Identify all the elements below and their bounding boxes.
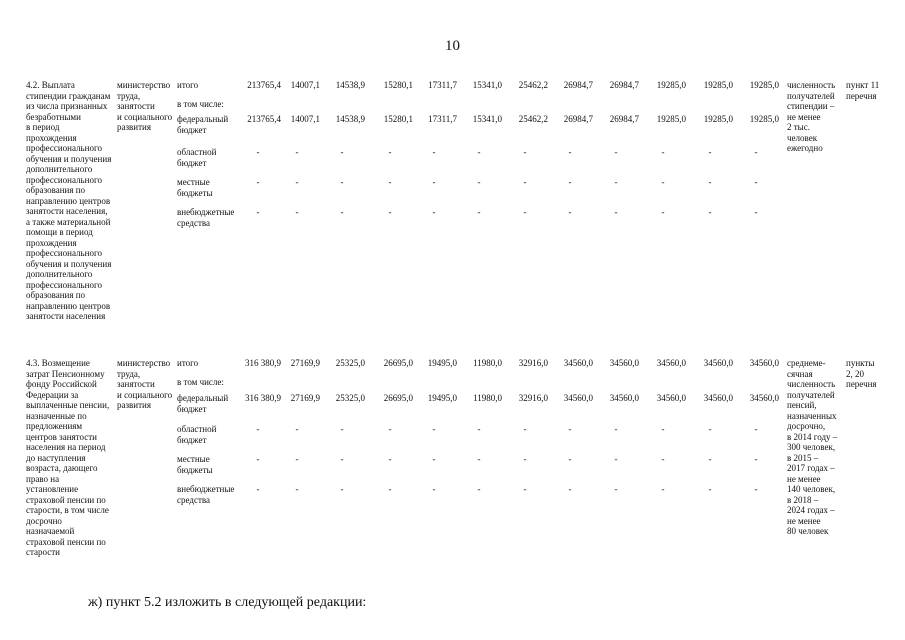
value-cell: - — [523, 484, 527, 494]
value-cell: 34560,0 — [656, 393, 686, 403]
value-cell: 34560,0 — [749, 393, 779, 403]
value-cell: 15280,1 — [383, 80, 413, 90]
value-cell: 15341,0 — [472, 80, 502, 90]
value-cell: 34560,0 — [609, 358, 639, 368]
value-cell: - — [614, 454, 618, 464]
row-reference: пункты 2, 20 перечня — [846, 358, 877, 389]
value-cell: 11980,0 — [473, 393, 502, 403]
value-cell: - — [754, 147, 758, 157]
value-cell: - — [340, 147, 344, 157]
row-description: 4.3. Возмещение затрат Пенсионному фонду Российской Федерации за выплаченные пенсии, назначенные по предложениям центров занятости населения на период до наступления возраста, дающего право на установление страховой пенсии по старости, в том числе досрочно назначаемой страховой пенсии по старости — [26, 358, 110, 557]
value-cell: - — [432, 177, 436, 187]
value-cell: - — [661, 147, 665, 157]
value-cell: 25325,0 — [335, 393, 365, 403]
value-cell: 14007,1 — [290, 114, 320, 124]
value-cell: 34560,0 — [609, 393, 639, 403]
value-cell: 14538,9 — [335, 80, 365, 90]
value-cell: - — [523, 454, 527, 464]
row-reference: пункт 11 перечня — [846, 80, 880, 101]
value-cell: - — [340, 207, 344, 217]
value-cell: - — [568, 454, 572, 464]
value-cell: - — [568, 147, 572, 157]
value-cell: 19285,0 — [703, 114, 733, 124]
value-cell: - — [256, 424, 260, 434]
value-cell: - — [256, 207, 260, 217]
value-cell: - — [388, 207, 392, 217]
value-cell: 17311,7 — [428, 80, 457, 90]
value-cell: - — [477, 454, 481, 464]
value-cell: 26695,0 — [383, 393, 413, 403]
value-cell: - — [661, 454, 665, 464]
source-local: местные бюджеты — [177, 454, 213, 475]
value-cell: 316 380,9 — [245, 393, 281, 403]
source-including: в том числе: — [177, 99, 224, 109]
value-cell: - — [661, 424, 665, 434]
value-cell: - — [295, 147, 299, 157]
value-cell: 26984,7 — [563, 80, 593, 90]
value-cell: - — [388, 424, 392, 434]
value-cell: - — [661, 177, 665, 187]
value-cell: 19285,0 — [749, 114, 779, 124]
amendment-note: ж) пункт 5.2 изложить в следующей редакции: — [88, 595, 367, 610]
value-cell: - — [256, 484, 260, 494]
value-cell: - — [568, 177, 572, 187]
value-cell: - — [708, 424, 712, 434]
row-responsible: министерство труда, занятости и социального развития — [117, 80, 173, 132]
value-cell: 26984,7 — [609, 114, 639, 124]
value-cell: - — [523, 177, 527, 187]
value-cell: - — [256, 454, 260, 464]
value-cell: - — [295, 207, 299, 217]
value-cell: 11980,0 — [473, 358, 502, 368]
value-cell: - — [477, 177, 481, 187]
value-cell: - — [388, 454, 392, 464]
value-cell: - — [708, 484, 712, 494]
value-cell: - — [523, 147, 527, 157]
value-cell: 34560,0 — [703, 358, 733, 368]
value-cell: - — [754, 484, 758, 494]
value-cell: 19285,0 — [656, 114, 686, 124]
source-extrabudget: внебюджетные средства — [177, 207, 235, 228]
value-cell: - — [523, 424, 527, 434]
row-indicator: среднеме- сячная численность получателей пенсий, назначенных досрочно, в 2014 году – 300 человек, в 2015 – 2017 годах – не менее 140 человек, в 2018 – 2024 годах – не менее 80 человек — [787, 358, 838, 536]
page-number: 10 — [445, 38, 460, 54]
value-cell: - — [523, 207, 527, 217]
value-cell: - — [754, 207, 758, 217]
value-cell: - — [340, 454, 344, 464]
value-cell: - — [568, 484, 572, 494]
value-cell: 25325,0 — [335, 358, 365, 368]
value-cell: - — [340, 424, 344, 434]
value-cell: - — [614, 424, 618, 434]
source-regional: областной бюджет — [177, 424, 217, 445]
value-cell: 26984,7 — [563, 114, 593, 124]
value-cell: 213765,4 — [247, 114, 281, 124]
value-cell: 19495,0 — [427, 358, 457, 368]
value-cell: - — [708, 207, 712, 217]
value-cell: - — [568, 207, 572, 217]
value-cell: 17311,7 — [428, 114, 457, 124]
value-cell: - — [614, 177, 618, 187]
value-cell: - — [661, 207, 665, 217]
source-regional: областной бюджет — [177, 147, 217, 168]
value-cell: 15341,0 — [472, 114, 502, 124]
row-indicator: численность получателей стипендии – не менее 2 тыс. человек ежегодно — [787, 80, 836, 153]
value-cell: 26695,0 — [383, 358, 413, 368]
value-cell: 34560,0 — [563, 393, 593, 403]
value-cell: - — [754, 177, 758, 187]
value-cell: - — [295, 484, 299, 494]
source-federal: федеральный бюджет — [177, 114, 229, 135]
value-cell: - — [432, 424, 436, 434]
value-cell: - — [754, 454, 758, 464]
value-cell: - — [295, 424, 299, 434]
value-cell: - — [432, 207, 436, 217]
value-cell: - — [614, 207, 618, 217]
value-cell: 19285,0 — [749, 80, 779, 90]
source-extrabudget: внебюджетные средства — [177, 484, 235, 505]
value-cell: - — [340, 177, 344, 187]
value-cell: 27169,9 — [290, 358, 320, 368]
value-cell: - — [388, 484, 392, 494]
value-cell: - — [614, 484, 618, 494]
value-cell: 25462,2 — [518, 80, 548, 90]
source-local: местные бюджеты — [177, 177, 213, 198]
value-cell: - — [256, 147, 260, 157]
row-description: 4.2. Выплата стипендии гражданам из числа признанных безработными в период прохождения профессионального обучения и получения дополнительного профессионального образования по направлению центров занятости населения, а также материальной помощи в период прохождения профессионального обучения и получения дополнительного профессионального образования по направлению центров занятости населения — [26, 80, 112, 321]
value-cell: - — [388, 177, 392, 187]
value-cell: 14538,9 — [335, 114, 365, 124]
value-cell: - — [754, 424, 758, 434]
value-cell: - — [708, 147, 712, 157]
value-cell: - — [256, 177, 260, 187]
source-including: в том числе: — [177, 377, 224, 387]
value-cell: - — [477, 147, 481, 157]
value-cell: - — [614, 147, 618, 157]
value-cell: - — [388, 147, 392, 157]
value-cell: 25462,2 — [518, 114, 548, 124]
value-cell: - — [661, 484, 665, 494]
value-cell: 19495,0 — [427, 393, 457, 403]
source-total: итого — [177, 358, 199, 368]
value-cell: 19285,0 — [703, 80, 733, 90]
value-cell: - — [432, 147, 436, 157]
value-cell: - — [295, 177, 299, 187]
value-cell: 32916,0 — [518, 358, 548, 368]
value-cell: - — [432, 484, 436, 494]
value-cell: - — [708, 454, 712, 464]
value-cell: 213765,4 — [247, 80, 281, 90]
value-cell: 34560,0 — [749, 358, 779, 368]
value-cell: 26984,7 — [609, 80, 639, 90]
value-cell: - — [568, 424, 572, 434]
value-cell: - — [295, 454, 299, 464]
value-cell: 27169,9 — [290, 393, 320, 403]
value-cell: 34560,0 — [703, 393, 733, 403]
value-cell: 34560,0 — [656, 358, 686, 368]
value-cell: - — [477, 207, 481, 217]
value-cell: 14007,1 — [290, 80, 320, 90]
source-federal: федеральный бюджет — [177, 393, 229, 414]
row-responsible: министерство труда, занятости и социального развития — [117, 358, 173, 410]
value-cell: 32916,0 — [518, 393, 548, 403]
value-cell: - — [477, 484, 481, 494]
value-cell: 316 380,9 — [245, 358, 281, 368]
value-cell: - — [477, 424, 481, 434]
value-cell: 19285,0 — [656, 80, 686, 90]
source-total: итого — [177, 80, 199, 90]
value-cell: - — [340, 484, 344, 494]
value-cell: - — [708, 177, 712, 187]
value-cell: 15280,1 — [383, 114, 413, 124]
value-cell: 34560,0 — [563, 358, 593, 368]
value-cell: - — [432, 454, 436, 464]
